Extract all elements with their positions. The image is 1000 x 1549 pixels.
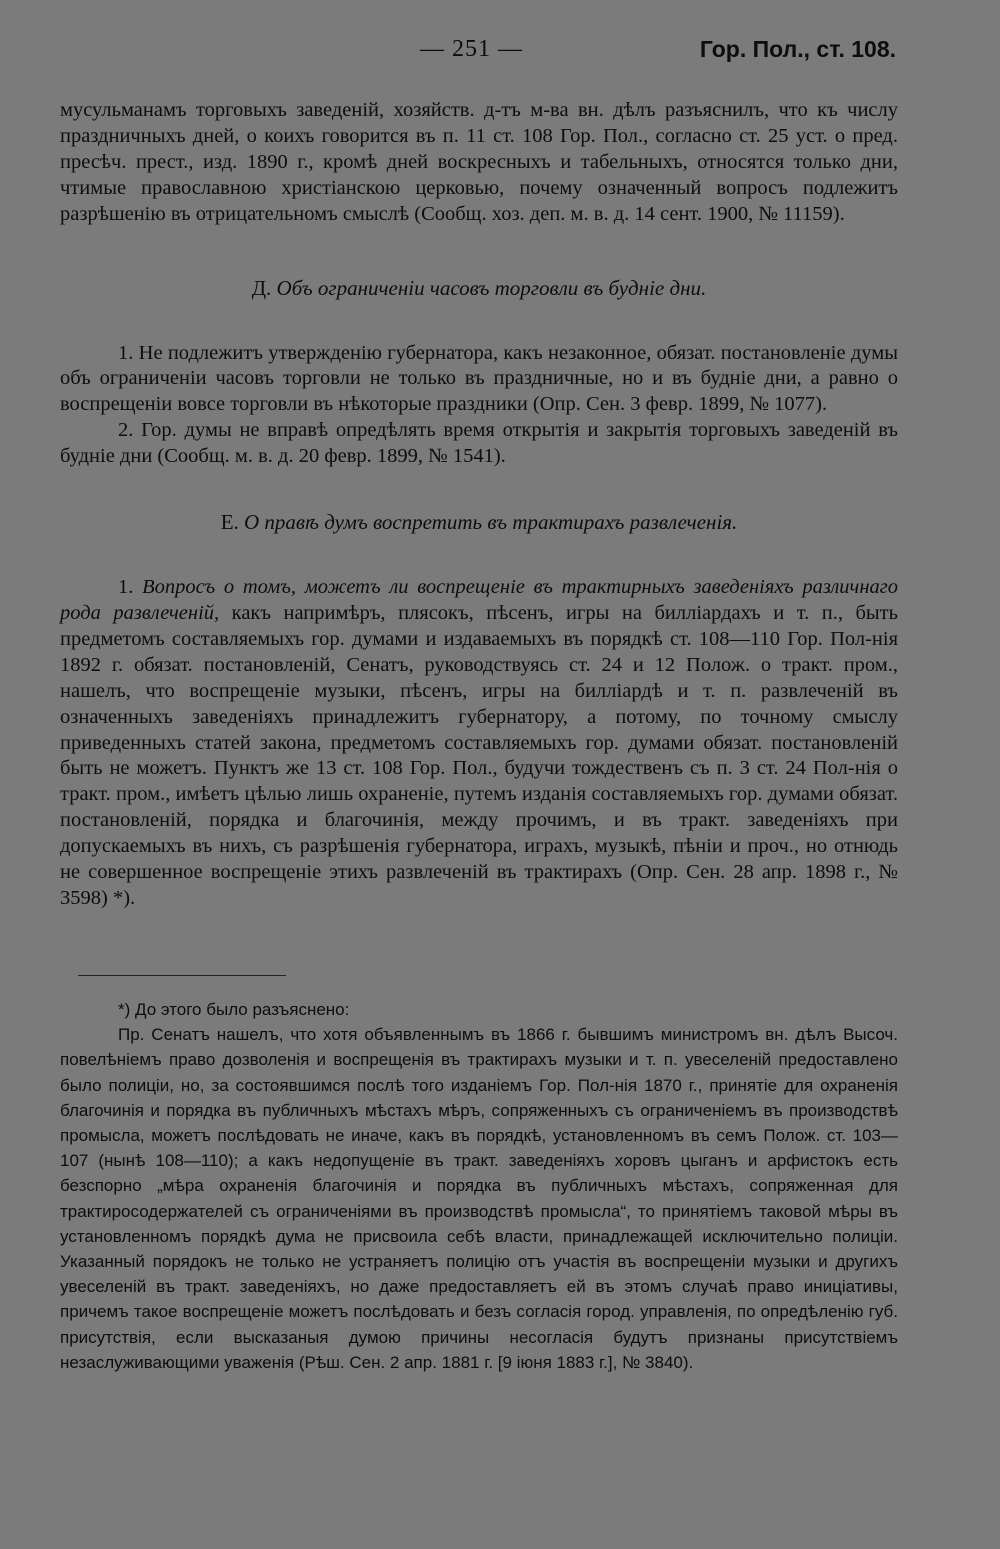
continuation-paragraph: мусульманамъ торговыхъ заведеній, хозяйств. д-тъ м-ва вн. дѣлъ разъяснилъ, что къ числу праздничныхъ дней, о коихъ говорится въ п. 11 ст. 108 Гор. Пол., согласно ст. 25 уст. о пред. пресѣч. прест., изд. 1890 г., кромѣ дней воскресныхъ и табельныхъ, относятся только дни, чтимые православною христіанскою церковью, почему означенный вопросъ подлежитъ разрѣшенію въ отрицательномъ смыслѣ (Сообщ. хоз. деп. м. в. д. 14 сент. 1900, № 11159). bbox=[60, 99, 898, 225]
section-heading-e bbox=[60, 510, 898, 535]
section-e-item-1 bbox=[60, 575, 898, 912]
page-header bbox=[60, 36, 896, 72]
running-head: Гор. Пол., ст. 108. bbox=[699, 36, 896, 62]
page-number: — 251 — bbox=[420, 36, 523, 62]
footnote-divider bbox=[78, 975, 286, 976]
footnote-intro: *) До этого было разъяснено: bbox=[118, 1000, 350, 1019]
main-text bbox=[60, 98, 898, 912]
section-e-item-1-lead: Вопросъ о томъ, можетъ ли воспрещеніе въ трактирныхъ заведеніяхъ различнаго рода развлеченій, bbox=[60, 576, 898, 624]
section-d-item-1: 1. Не подлежитъ утвержденію губернатора, какъ незаконное, обязат. постановленіе думы объ ограниченіи часовъ торговли не только въ праздничные, но и въ будніе дни, а равно о воспрещеніи вовсе торговли въ нѣкоторые праздники (Опр. Сен. 3 февр. 1899, № 1077). bbox=[60, 341, 898, 416]
section-e-item-1-text: какъ напримѣръ, плясокъ, пѣсенъ, игры на билліардахъ и т. п., быть предметомъ составляемыхъ гор. думами и издаваемыхъ въ порядкѣ ст. 108—110 Гор. Пол-нія 1892 г. обязат. постановленій, Сенатъ, руководствуясь ст. 24 и 12 Полож. о тракт. пром., нашелъ, что воспрещеніе музыки, пѣсенъ, игры на билліардѣ и т. п. развлеченій въ означенныхъ заведеніяхъ принадлежитъ губернатору, а потому, по точному смыслу приведенныхъ статей закона, предметомъ составляемыхъ гор. думами обязат. постановленій быть не можетъ. Пунктъ же 13 ст. 108 Гор. Пол., будучи тождественъ съ п. 3 ст. 24 Пол-нія о тракт. пром., имѣетъ цѣлью лишь охраненіе, путемъ изданія составляемыхъ гор. думами обязат. постановленій, порядка и благочинія, между прочимъ, и въ тракт. заведеніяхъ при допускаемыхъ въ нихъ, съ разрѣшенія губернатора, играхъ, музыкѣ, пѣніи и проч., но отнюдь не совершенное воспрещеніе этихъ развлеченій въ трактирахъ (Опр. Сен. 28 апр. 1898 г., № 3598) *). bbox=[60, 601, 898, 909]
section-letter-e: Е. bbox=[220, 510, 239, 535]
section-e-item-1-number: 1. bbox=[118, 576, 134, 599]
section-d-item-2: 2. Гор. думы не вправѣ опредѣлять время открытія и закрытія торговыхъ заведеній въ будніе дни (Сообщ. м. в. д. 20 февр. 1899, № 1541). bbox=[60, 419, 898, 468]
section-letter-d: Д. bbox=[251, 275, 272, 300]
section-title-e: О правѣ думъ воспретить въ трактирахъ развлеченія. bbox=[244, 510, 738, 535]
footnote-text: Пр. Сенатъ нашелъ, что хотя объявленнымъ въ 1866 г. бывшимъ министромъ вн. дѣлъ Высоч. повелѣніемъ право дозволенія и воспрещенія въ трактирахъ музыки и т. п. увеселеній предоставлено было полиціи, но, за состоявшимся послѣ того изданіемъ Гор. Пол-нія 1870 г., принятіе для охраненія благочинія и порядка въ публичныхъ мѣстахъ мѣръ, сопряженныхъ съ ограниченіемъ въ производствѣ промысла, можетъ послѣдовать не иначе, какъ въ порядкѣ, установленномъ въ семъ Полож. ст. 103—107 (нынѣ 108—110); а какъ недопущеніе въ тракт. заведеніяхъ хоровъ цыганъ и арфистокъ есть безспорно „мѣра охраненія благочинія и порядка въ публичныхъ мѣстахъ, сопряженная для трактиросодержателей съ ограниченіями въ производствѣ промысла“, то принятіемъ таковой мѣры въ установленномъ порядкѣ дума не присвоила себѣ власти, принадлежащей исключительно полиціи. Указанный порядокъ не только не устраняетъ полицію отъ участія въ воспрещеніи музыки и другихъ увеселеній въ тракт. заведеніяхъ, но даже предоставляетъ ей въ этомъ случаѣ право иниціативы, причемъ такое воспрещеніе можетъ послѣдовать и безъ согласія город. управленія, по опредѣленію губ. присутствія, если высказаныя думою причины несогласія будутъ признаны присутствіемъ незаслуживающими уваженія (Рѣш. Сен. 2 апр. 1881 г. [9 іюня 1883 г.], № 3840). bbox=[60, 1025, 898, 1372]
footnote bbox=[60, 997, 898, 1375]
section-title-d: Объ ограниченіи часовъ торговли въ будніе дни. bbox=[276, 275, 707, 300]
section-heading-d bbox=[60, 276, 898, 301]
